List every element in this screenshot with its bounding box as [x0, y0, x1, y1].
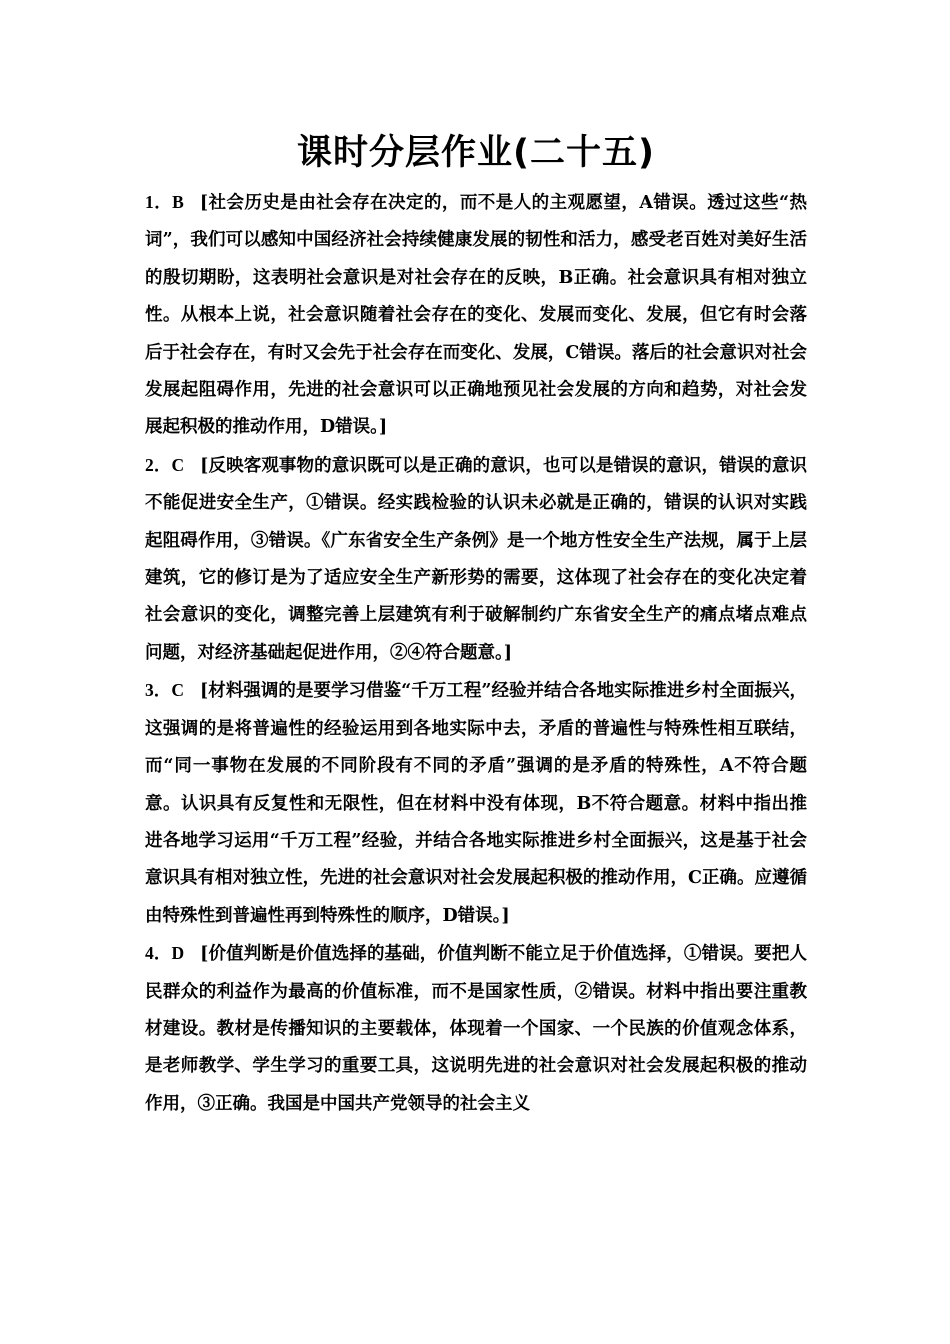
- answer-key: C: [171, 454, 185, 475]
- answer-item-1: [145, 184, 807, 447]
- answer-number: 1．: [145, 192, 173, 212]
- answer-item-3: [145, 672, 807, 935]
- answer-key: C: [171, 680, 184, 701]
- page-title: 课时分层作业(二十五): [297, 133, 655, 173]
- answer-explanation: [社会历史是由社会存在决定的，而不是人的主观愿望，A错误。透过这些“热词”，我们可以感知中国经济社会持续健康发展的韧性和活力，感受老百姓对美好生活的殷切期盼，这表明社会意识是对社会存在的反映，B正确。社会意识具有相对独立性。从根本上说，社会意识随着社会存在的变化、发展而变化、发展，但它有时会落后于社会存在，有时又会先于社会存在而变化、发展，C错误。落后的社会意识对社会发展起阻碍作用，先进的社会意识可以正确地预见社会发展的方向和趋势，对社会发展起积极的推动作用，D错误。]: [145, 193, 808, 438]
- answer-number: 2．: [145, 454, 172, 475]
- answer-key: D: [171, 943, 185, 964]
- answer-explanation: [反映客观事物的意识既可以是正确的意识，也可以是错误的意识，错误的意识不能促进安全生产，①错误。经实践检验的认识未必就是正确的，错误的认识对实践起阻碍作用，③错误。《广东省安全生产条例》是一个地方性安全生产法规，属于上层建筑，它的修订是为了适应安全生产新形势的需要，这体现了社会存在的变化决定着社会意识的变化，调整完善上层建筑有利于破解制约广东省安全生产的痛点堵点难点问题，对经济基础起促进作用，②④符合题意。]: [145, 455, 808, 663]
- answer-number: 4．: [145, 943, 172, 964]
- answer-key: B: [172, 192, 184, 212]
- answer-item-2: [145, 447, 807, 672]
- answer-explanation: [材料强调的是要学习借鉴“千万工程”经验并结合各地实际推进乡村全面振兴，这强调的是将普遍性的经验运用到各地实际中去，矛盾的普遍性与特殊性相互联结，而“同一事物在发展的不同阶段有不同的矛盾”强调的是矛盾的特殊性，A不符合题意。认识具有反复性和无限性，但在材料中没有体现，B不符合题意。材料中指出推进各地学习运用“千万工程”经验，并结合各地实际推进乡村全面振兴，这是基于社会意识具有相对独立性，先进的社会意识对社会发展起积极的推动作用，C正确。应遵循由特殊性到普遍性再到特殊性的顺序，D错误。]: [145, 681, 808, 926]
- answer-item-4: [145, 935, 807, 1123]
- answer-number: 3．: [145, 680, 172, 701]
- answer-explanation: [价值判断是价值选择的基础，价值判断不能立足于价值选择，①错误。要把人民群众的利益作为最高的价值标准，而不是国家性质，②错误。材料中指出要注重教材建设。教材是传播知识的主要载体，体现着一个国家、一个民族的价值观念体系，是老师教学、学生学习的重要工具，这说明先进的社会意识对社会发展起积极的推动作用，③正确。我国是中国共产党领导的社会主义: [145, 944, 808, 1114]
